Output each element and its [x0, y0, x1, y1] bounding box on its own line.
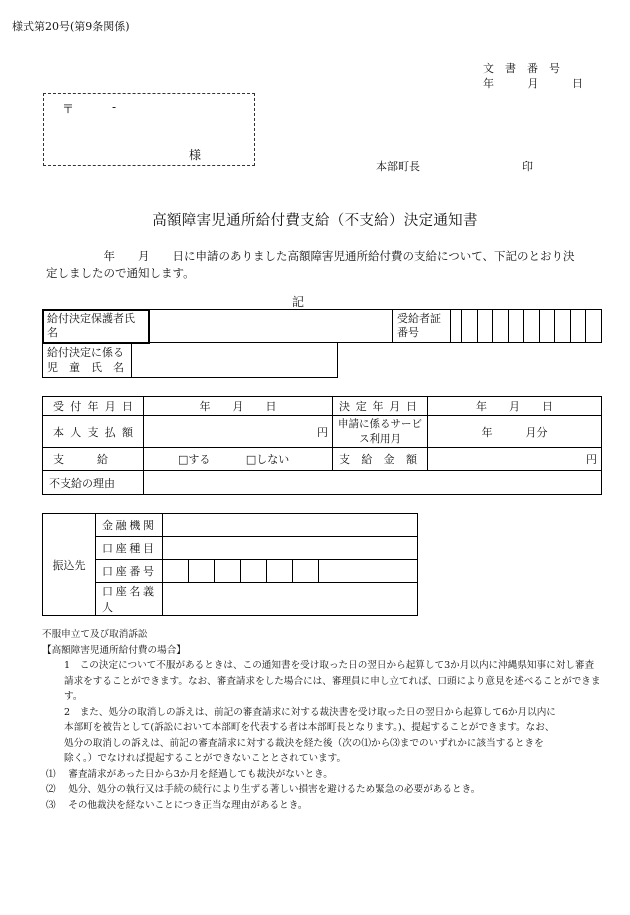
decision-date-label: 決定年月日 [333, 397, 428, 416]
recipient-digit [508, 310, 524, 343]
account-digit [215, 560, 241, 583]
denial-reason-label: 不支給の理由 [43, 471, 144, 495]
child-table [42, 342, 338, 378]
notes-heading: 不服申立て及び取消訴訟 [42, 629, 148, 640]
child-name-label [43, 343, 132, 378]
self-payment-label: 本人支払額 [43, 416, 144, 448]
payment-options [144, 448, 333, 471]
doc-number-label: 文 書 番 号 [483, 62, 560, 75]
account-type-label: 口座種目 [96, 537, 163, 560]
child-name-cell [132, 343, 338, 378]
recipient-digit [493, 310, 509, 343]
recipient-digit [524, 310, 540, 343]
bank-table [42, 513, 418, 616]
account-number-label: 口座番号 [96, 560, 163, 583]
account-digit [241, 560, 267, 583]
account-digit [293, 560, 319, 583]
account-digit [163, 560, 189, 583]
account-digit [319, 560, 418, 583]
appeal-notes [42, 627, 602, 813]
bank-name-label: 金融機関 [96, 514, 163, 537]
notes-item-2: ⑵ 処分、処分の執行又は手続の続行により生ずる著しい損害を避けるため緊急の必要があるとき。 [46, 784, 481, 795]
notes-paragraph-2c: 処分の取消しの訴えは、前記の審査請求に対する裁決を経た後（次の⑴から⑶までのいずれかに該当するときを [64, 737, 544, 749]
seal-mark: 印 [522, 160, 533, 173]
account-digit [189, 560, 215, 583]
postal-mark: 〒 [62, 102, 75, 116]
postal-hyphen: - [112, 100, 117, 114]
recipient-digit [539, 310, 555, 343]
notes-paragraph-2d: 除く。）でなければ提起することができないこととされています。 [64, 753, 347, 764]
recipient-number-label: 受給者証番号 [392, 310, 451, 343]
account-digit [267, 560, 293, 583]
issuer-title: 本部町長 [376, 160, 420, 173]
payment-label: 支 給 [43, 448, 144, 471]
self-payment-value: 円 [144, 416, 333, 448]
guardian-name-label: 給付決定保護者氏名 [43, 310, 149, 343]
date-month: 月 [527, 77, 539, 90]
transfer-destination-label: 振込先 [43, 514, 96, 616]
payment-yes-checkbox[interactable]: □する [178, 453, 211, 466]
notice-body: 年 月 日に申請のありました高額障害児通所給付費の支給について、下記のとおり決定しましたので通知します。 [46, 249, 575, 280]
recipient-digit [570, 310, 586, 343]
date-day: 日 [572, 77, 583, 90]
received-date-label: 受付年月日 [43, 397, 144, 416]
addressee-honorific: 様 [189, 148, 202, 162]
document-number-block [483, 61, 583, 91]
account-holder-cell [163, 583, 418, 616]
decision-date-value: 年 月 日 [428, 397, 602, 416]
recipient-digit [462, 310, 478, 343]
recipient-digit [555, 310, 571, 343]
service-month-value: 年 月分 [428, 416, 602, 448]
payment-no-checkbox[interactable]: □しない [245, 453, 290, 466]
notes-paragraph-1: 1 この決定について不服があるときは、この通知書を受け取った日の翌日から起算して3か月以内に沖縄県知事に対し審査請求をすることができます。なお、審査請求をした場合には、審理員に申し立てれば、口頭により意見を述べることができます。 [64, 660, 601, 702]
recipient-digit [451, 310, 462, 343]
ki-marker: 記 [292, 295, 305, 309]
bank-name-cell [163, 514, 418, 537]
decision-table [42, 396, 602, 495]
recipient-digit [586, 310, 602, 343]
document-title: 高額障害児通所給付費支給（不支給）決定通知書 [152, 213, 478, 229]
date-year: 年 [483, 77, 494, 90]
account-type-cell [163, 537, 418, 560]
notes-item-3: ⑶ その他裁決を経ないことにつき正当な理由があるとき。 [46, 799, 308, 811]
notes-item-1: ⑴ 審査請求があった日から3か月を経過しても裁決がないとき。 [46, 768, 333, 780]
recipient-table [42, 309, 602, 343]
received-date-value: 年 月 日 [144, 397, 333, 416]
address-box [43, 93, 255, 166]
denial-reason-cell [144, 471, 602, 495]
account-holder-label: 口座名義人 [96, 583, 163, 616]
recipient-digit [477, 310, 493, 343]
service-month-label: 申請に係るサービス利用月 [333, 416, 428, 448]
issue-date [483, 76, 583, 91]
payment-amount-label: 支 給 金 額 [333, 448, 428, 471]
notes-paragraph-2a: 2 また、処分の取消しの訴えは、前記の審査請求に対する裁決書を受け取った日の翌日から起算して6か月以内に [64, 706, 556, 718]
payment-amount-value: 円 [428, 448, 602, 471]
guardian-name-cell [149, 310, 393, 343]
notes-subheading: 【高額障害児通所給付費の場合】 [42, 644, 186, 656]
notes-paragraph-2b: 本部町を被告として(訴訟において本部町を代表する者は本部町長となります。)、提起することができます。なお、 [64, 722, 555, 733]
form-number: 様式第20号(第9条関係) [12, 20, 130, 33]
child-name-label-text: 給付決定に係る児 童 氏 名 [47, 346, 124, 374]
